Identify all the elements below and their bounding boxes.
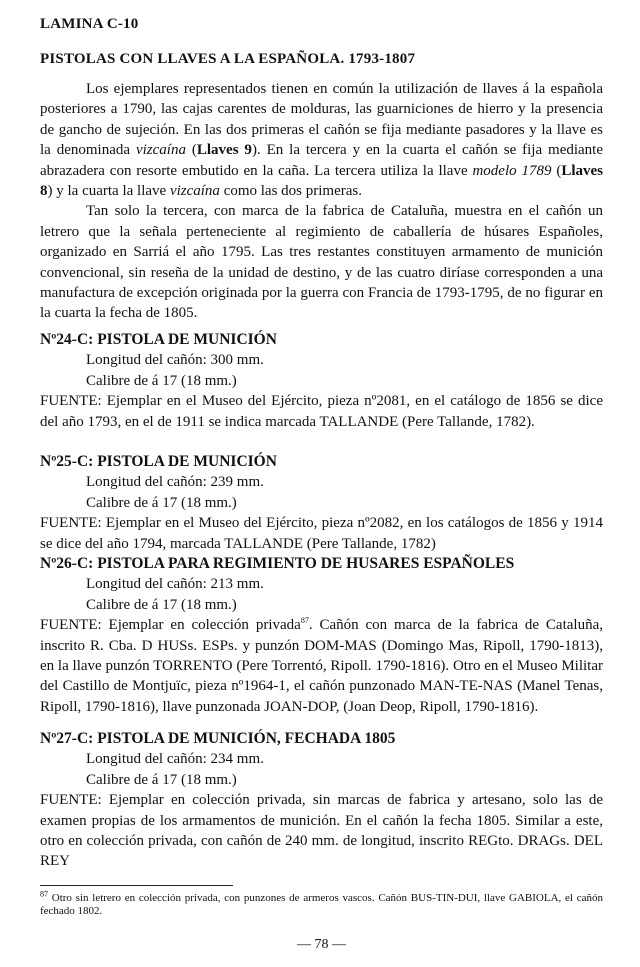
footnote-reference: 87 — [300, 616, 309, 626]
plate-label: LAMINA C-10 — [40, 16, 139, 32]
barrel-length: Longitud del cañón: 239 mm. — [86, 474, 264, 491]
intro-paragraph-1: Los ejemplares representados tienen en común la utilización de llaves á la española posteriores a 1790, las cajas carentes de molduras, las guarniciones de hierro y la presencia de gancho de sujeción. En las dos primeras el cañón se fija mediante pasadores y la llave es la denominada vizcaína (Llaves 9). En la tercera y en la cuarta el cañón se fija mediante abrazadera con resorte embutido en la caña. La tercera utiliza la llave modelo 1789 (Llaves 8) y la cuarta la llave vizcaína como las dos primeras. — [40, 81, 604, 200]
entry-title: Nº25-C: PISTOLA DE MUNICIÓN — [40, 453, 277, 470]
entry-26c — [40, 554, 603, 717]
intro-text — [40, 79, 603, 324]
intro-paragraph-2: Tan solo la tercera, con marca de la fabrica de Cataluña, muestra en el cañón un letrero que la señala perteneciente al regimiento de caballería de húsares Españoles, organizado en Sarriá el año 1795. Las tres restantes constituyen armamento de munición convencional, sin reseña de la unidad de destino, y de las cuatro diríase corresponden a una manufactura de excepción originada por la guerra con Francia de 1793-1795, de no figurar en la cuarta la fecha de 1805. — [40, 203, 603, 322]
source-text: FUENTE: Ejemplar en el Museo del Ejército, pieza nº2082, en los catálogos de 1856 y 1914 se dice del año 1794, marcada TALLANDE (Pere Tallande, 1782) — [40, 515, 603, 552]
source-text: FUENTE: Ejemplar en colección privada$^{87}$. Cañón con marca de la fabrica de Cataluña, inscrito R. Cba. D HUSs. ESPs. y punzón DOM-MAS (Domingo Mas, Ripoll, 1790-1813), en la llave punzón TORRENTO (Pere Torrentó, Ripoll. 1790-1816). Otro en el Museo Militar del Castillo de Montjuïc, pieza nº1964-1, el cañón punzonado MAN-TE-NAS (Manel Tenas, Ripoll, 1790-1816), llave punzonada JOAN-DOP, (Joan Deop, Ripoll, 1790-1816). — [40, 616, 603, 715]
footnote-divider — [40, 885, 233, 886]
barrel-length: Longitud del cañón: 300 mm. — [86, 352, 264, 369]
caliber: Calibre de á 17 (18 mm.) — [86, 771, 237, 788]
caliber: Calibre de á 17 (18 mm.) — [86, 596, 237, 613]
footnote — [40, 889, 603, 918]
entry-title: Nº27-C: PISTOLA DE MUNICIÓN, FECHADA 1805 — [40, 730, 396, 747]
barrel-length: Longitud del cañón: 213 mm. — [86, 576, 264, 593]
entry-title: Nº26-C: PISTOLA PARA REGIMIENTO DE HUSARES ESPAÑOLES — [40, 555, 515, 572]
caliber: Calibre de á 17 (18 mm.) — [86, 372, 237, 389]
footnote-number: 87 — [40, 889, 48, 899]
entry-27c — [40, 729, 603, 872]
entry-title: Nº24-C: PISTOLA DE MUNICIÓN — [40, 331, 277, 348]
entry-24c — [40, 330, 603, 432]
source-text: FUENTE: Ejemplar en colección privada, sin marcas de fabrica y artesano, solo las de examen propias de los armamentos de munición. En el cañón la fecha 1805. Similar a este, otro en colección privada, con cañón de 240 mm. de longitud, inscrito REGto. DRAGs. DEL REY — [40, 792, 603, 870]
entry-25c — [40, 452, 603, 554]
barrel-length: Longitud del cañón: 234 mm. — [86, 751, 264, 768]
page-number: — 78 — — [297, 937, 346, 952]
section-heading: PISTOLAS CON LLAVES A LA ESPAÑOLA. 1793-1807 — [40, 51, 416, 67]
source-text: FUENTE: Ejemplar en el Museo del Ejército, pieza nº2081, en el catálogo de 1856 se dice del año 1793, en el de 1911 se indica marcada TALLANDE (Pere Tallande, 1782). — [40, 393, 603, 430]
caliber: Calibre de á 17 (18 mm.) — [86, 494, 237, 511]
footnote-text: Otro sin letrero en colección privada, con punzones de armeros vascos. Cañón BUS-TIN-DUI, llave GABIOLA, el cañón fechado 1802. — [40, 892, 603, 917]
